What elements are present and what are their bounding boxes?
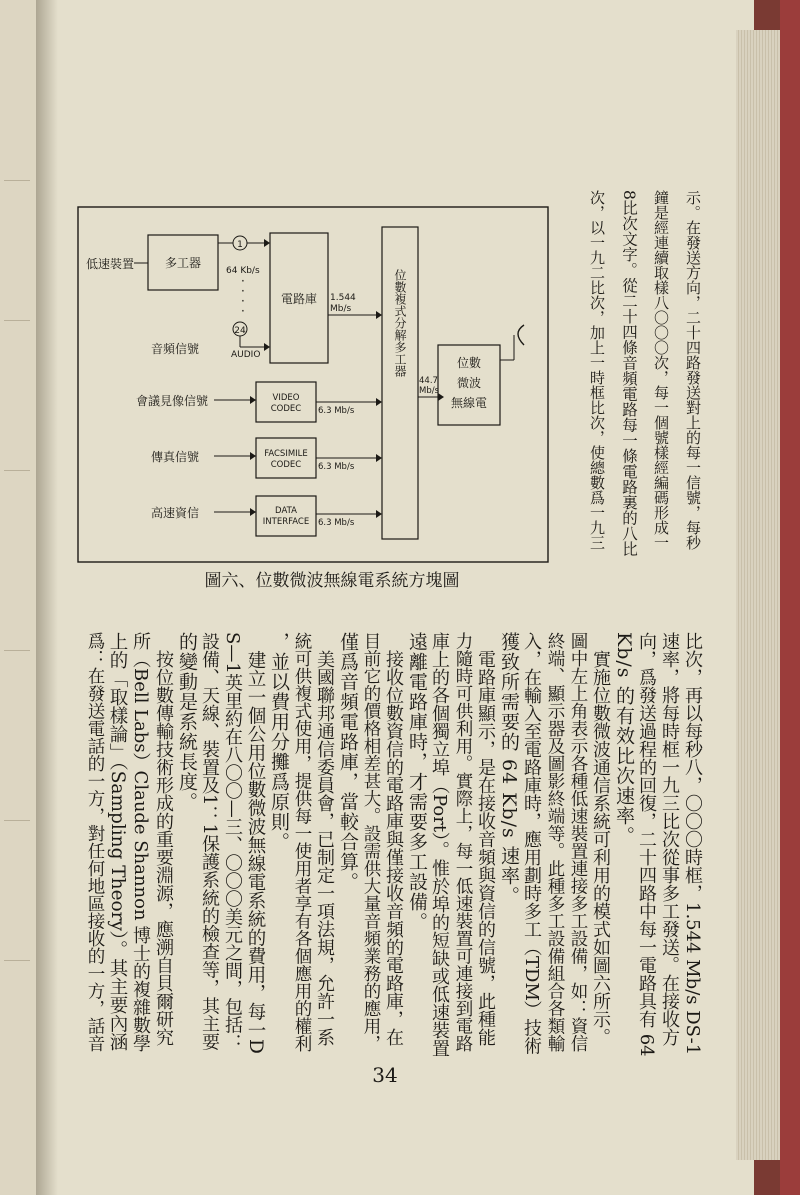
text-col-2: 速率，將每時框一九三比次從事多工發送。在接收方 <box>659 632 680 1046</box>
left-page-edge <box>0 0 37 1195</box>
rate-63-video: 6.3 Mb/s <box>318 406 355 416</box>
text-col-6: 圖中左上角表示各種低速裝置連接多工設備，如：資信 <box>568 632 588 1052</box>
label-data-if-2: INTERFACE <box>262 517 310 527</box>
book-cover <box>780 0 800 1195</box>
label-digital-mux: 位數複式分解多工器 <box>393 269 407 377</box>
text-col-22: 設備、天線、裝置及1：1保護系統的檢查等，其主要 <box>199 632 220 1051</box>
rate-447-unit: Mb/s <box>419 386 440 396</box>
text-col-7: 終端、顯示器及圖影終端等。此種多工設備組合各類輸 <box>545 632 565 1052</box>
label-audio: AUDIO <box>231 350 261 360</box>
text-col-5: 實施位數微波通信系統可利用的模式如圖六所示。 <box>590 632 611 1046</box>
text-col-13: 遠離電路庫時，才需要多工設備。 <box>406 632 428 932</box>
text-col-27: 爲：在發送電話的一方，對任何地區接收的一方，話音 <box>85 632 105 1052</box>
label-video-codec-1: VIDEO <box>272 393 300 403</box>
rate-63-data: 6.3 Mb/s <box>318 518 355 528</box>
label-fax-signal: 傳真信號 <box>151 450 200 464</box>
svg-text:·: · <box>241 274 245 288</box>
text-col-26: 上的「取樣論」（Sampling Theory）。其主要內涵 <box>107 632 128 1052</box>
rate-447: 44.7 <box>419 376 438 386</box>
rate-64kbs: 64 Kb/s <box>226 266 260 276</box>
label-video-codec-2: CODEC <box>270 404 302 414</box>
rate-1544: 1.544 <box>330 293 356 303</box>
antenna-icon <box>518 325 524 345</box>
label-radio-2: 微波 <box>456 376 482 390</box>
rate-1544-unit: Mb/s <box>330 304 352 314</box>
text-col-14: 接收位數資信的電路庫與僅接收音頻的電路庫，在 <box>383 632 404 1046</box>
text-col-16: 僅爲音頻電路庫，當較合算。 <box>337 632 359 892</box>
text-col-8: 入，在輸入至電路庫時，應用劃時多工（TDM）技術 <box>521 632 542 1055</box>
label-high-speed-data: 高速資信 <box>151 506 200 520</box>
text-col-4: Kb/s 的有效比次速率。 <box>613 632 635 846</box>
text-col-12: 庫上的各個獨立埠（Port）。惟於埠的短缺或低速裝置 <box>429 632 450 1058</box>
figure-caption: 圖六、位數微波無線電系統方塊圖 <box>204 571 460 591</box>
label-fax-codec-2: CODEC <box>270 460 302 470</box>
text-col-17: 美國聯邦通信委員會，已制定一項法規，允許一系 <box>314 632 335 1046</box>
page-number: 34 <box>372 1063 398 1087</box>
channel-24-marker: 24 <box>234 326 246 336</box>
text-col-top-2: 鐘是經連續取樣八〇〇〇次，每一個號樣經編碼形成一 <box>652 190 670 550</box>
text-col-15: 目前它的價格相差甚大。設需供大量音頻業務的應用， <box>361 632 381 1052</box>
label-low-speed-device: 低速裝置 <box>86 257 135 271</box>
text-col-20: 建立一個公用位數微波無線電系統的費用，每一D <box>245 632 266 1054</box>
text-col-9: 獲致所需要的 64 Kb/s 速率。 <box>498 632 520 906</box>
text-col-top-4: 次，以一九二比次，加上一時框比次，使總數爲一九三 <box>588 190 606 550</box>
text-col-23: 的變動是系統長度。 <box>176 632 198 812</box>
text-col-3: 向，爲發送過程的回復，二十四路中每一電路具有 64 <box>636 632 657 1057</box>
svg-text:·: · <box>241 284 245 298</box>
text-col-11: 力隨時可供利用。實際上，每一低速裝置可連接到電路 <box>453 632 473 1052</box>
label-circuit-bank: 電路庫 <box>280 292 318 306</box>
text-col-21: S—1英里約在八〇〇—三、〇〇〇美元之間，包括： <box>222 632 243 1052</box>
text-col-24: 按位數傳輸技術形成的重要淵源，應溯自貝爾研究 <box>153 632 174 1046</box>
text-col-10: 電路庫顯示，是在接收音頻與資信的信號，此種能 <box>475 632 496 1046</box>
channel-1-marker: 1 <box>237 240 243 250</box>
svg-text:·: · <box>241 304 245 318</box>
page-edges <box>736 30 780 1160</box>
text-col-18: 統可供複式使用，提供每一使用者享有各個應用的權利 <box>292 632 312 1052</box>
text-col-top-3: 8比次文字。從二十四條音頻電路每一條電路裏的八比 <box>620 190 638 557</box>
label-radio-3: 無線電 <box>450 396 488 410</box>
text-col-25: 所（Bell Labs）Claude Shannon 博士的複雜數學 <box>130 632 151 1053</box>
label-fax-codec-1: FACSIMILE <box>264 449 308 459</box>
label-audio-signal: 音頻信號 <box>151 342 200 356</box>
label-radio-1: 位數 <box>456 356 482 370</box>
block-diagram <box>76 205 576 565</box>
text-col-19: ，並以費用分攤爲原則。 <box>268 632 290 852</box>
text-col-top-1: 示。在發送方向，二十四路發送對上的每一信號，每秒 <box>684 190 702 550</box>
rate-63-fax: 6.3 Mb/s <box>318 462 355 472</box>
data-interface-box <box>256 496 316 536</box>
label-video-conf: 會議見像信號 <box>136 394 209 408</box>
label-multiplexer: 多工器 <box>164 256 202 270</box>
svg-text:·: · <box>241 294 245 308</box>
label-data-if-1: DATA <box>275 506 297 516</box>
gutter-shadow <box>36 0 58 1195</box>
text-col-1: 比次，再以每秒八，〇〇〇時框，1.544 Mb/s DS-1 <box>682 632 703 1056</box>
